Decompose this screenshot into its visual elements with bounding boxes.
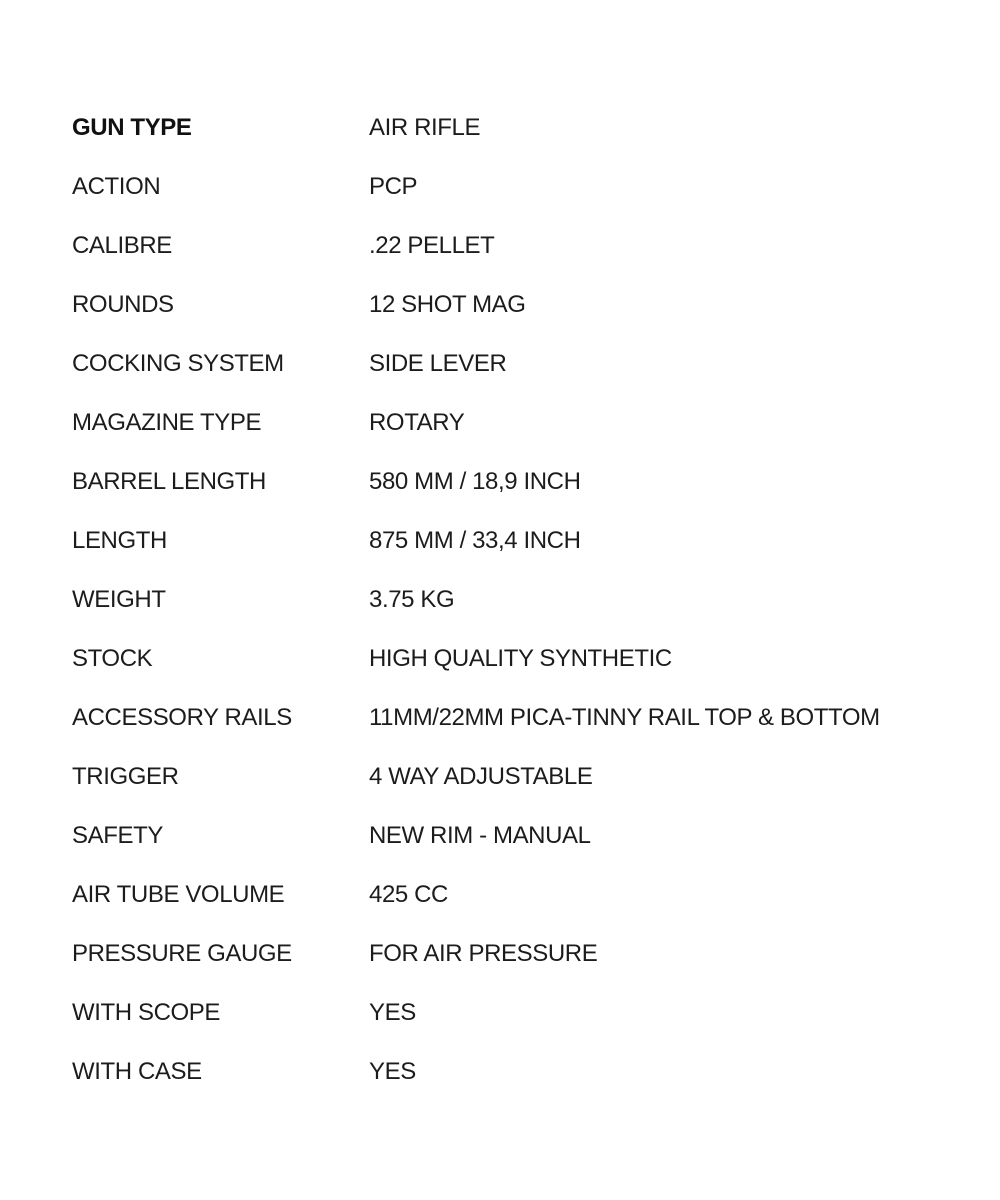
spec-label: TRIGGER xyxy=(72,762,179,790)
spec-row-with-case xyxy=(72,1042,952,1101)
spec-value: 11MM/22MM PICA-TINNY RAIL TOP & BOTTOM xyxy=(369,703,880,731)
spec-row-calibre xyxy=(72,216,952,275)
spec-label: ROUNDS xyxy=(72,290,174,318)
spec-value: PCP xyxy=(369,172,418,200)
spec-label: ACCESSORY RAILS xyxy=(72,703,292,731)
spec-label: GUN TYPE xyxy=(72,113,192,141)
spec-label: COCKING SYSTEM xyxy=(72,349,284,377)
spec-label: ACTION xyxy=(72,172,161,200)
spec-value: .22 PELLET xyxy=(369,231,495,259)
spec-label: LENGTH xyxy=(72,526,167,554)
spec-label: WITH SCOPE xyxy=(72,998,221,1026)
spec-value: NEW RIM - MANUAL xyxy=(369,821,591,849)
spec-row-rounds xyxy=(72,275,952,334)
spec-row-accessory-rails xyxy=(72,688,952,747)
spec-row-gun-type xyxy=(72,98,952,157)
spec-row-magazine-type xyxy=(72,393,952,452)
spec-value: 580 MM / 18,9 INCH xyxy=(369,467,581,495)
spec-label: CALIBRE xyxy=(72,231,172,259)
spec-label: MAGAZINE TYPE xyxy=(72,408,262,436)
spec-label: STOCK xyxy=(72,644,153,672)
spec-row-length xyxy=(72,511,952,570)
spec-row-stock xyxy=(72,629,952,688)
spec-value: 3.75 KG xyxy=(369,585,455,613)
spec-row-with-scope xyxy=(72,983,952,1042)
spec-value: 4 WAY ADJUSTABLE xyxy=(369,762,593,790)
spec-row-trigger xyxy=(72,747,952,806)
spec-row-safety xyxy=(72,806,952,865)
spec-value: YES xyxy=(369,998,416,1026)
spec-value: ROTARY xyxy=(369,408,465,436)
spec-label: WITH CASE xyxy=(72,1057,202,1085)
spec-row-pressure-gauge xyxy=(72,924,952,983)
spec-value: YES xyxy=(369,1057,416,1085)
spec-label: BARREL LENGTH xyxy=(72,467,266,495)
spec-value: 875 MM / 33,4 INCH xyxy=(369,526,581,554)
spec-label: AIR TUBE VOLUME xyxy=(72,880,285,908)
spec-label: WEIGHT xyxy=(72,585,166,613)
spec-row-action xyxy=(72,157,952,216)
spec-value: 425 CC xyxy=(369,880,448,908)
spec-value: 12 SHOT MAG xyxy=(369,290,526,318)
spec-label: SAFETY xyxy=(72,821,163,849)
spec-value: AIR RIFLE xyxy=(369,113,481,141)
spec-row-weight xyxy=(72,570,952,629)
spec-value: HIGH QUALITY SYNTHETIC xyxy=(369,644,672,672)
spec-row-air-tube-volume xyxy=(72,865,952,924)
spec-label: PRESSURE GAUGE xyxy=(72,939,292,967)
spec-value: FOR AIR PRESSURE xyxy=(369,939,598,967)
spec-row-barrel-length xyxy=(72,452,952,511)
spec-value: SIDE LEVER xyxy=(369,349,507,377)
spec-row-cocking-system xyxy=(72,334,952,393)
spec-table xyxy=(72,98,952,1101)
